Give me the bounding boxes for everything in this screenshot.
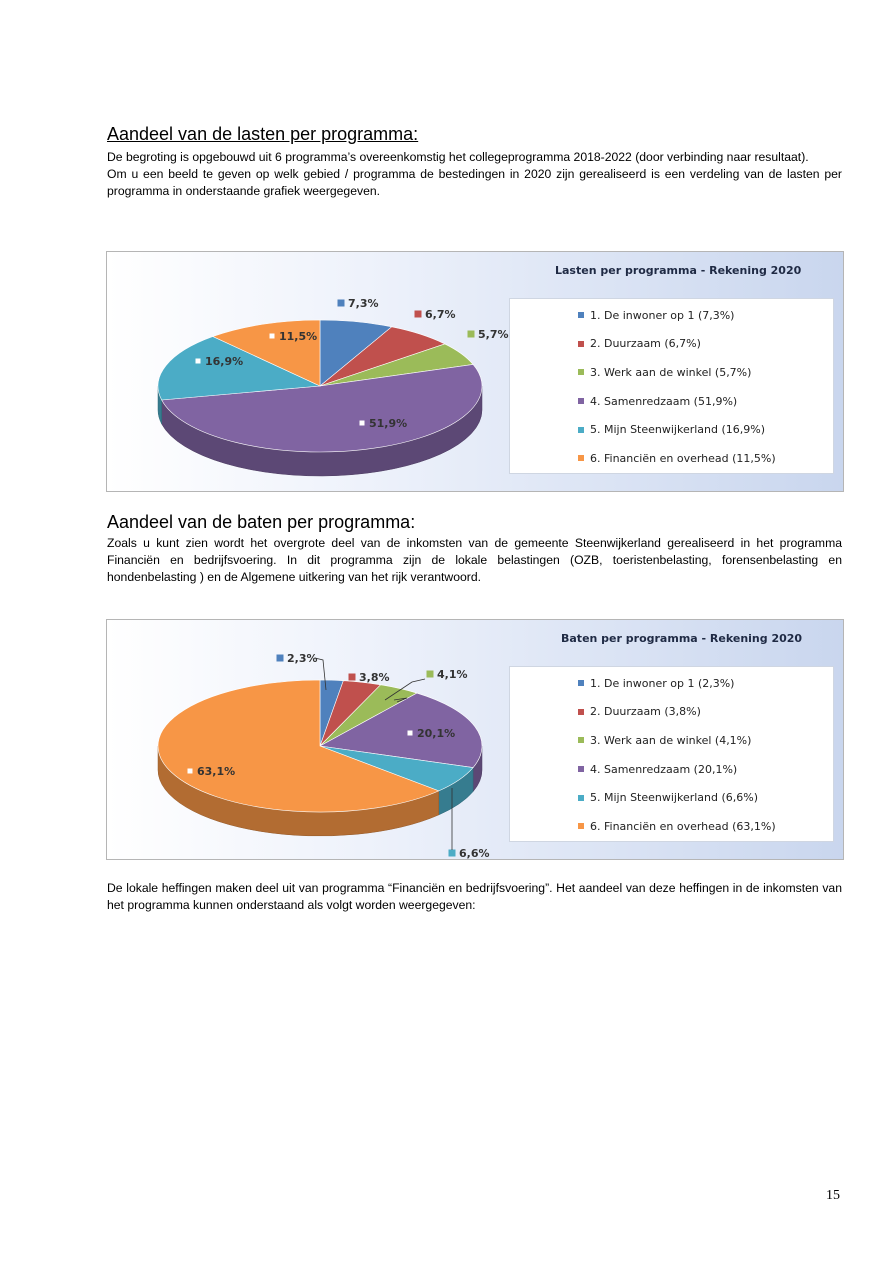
legend-swatch: [578, 709, 584, 715]
data-label: 20,1%: [417, 727, 456, 740]
data-label-marker: [187, 768, 193, 774]
data-label: 2,3%: [287, 652, 318, 665]
paragraph-lasten: [107, 149, 842, 200]
data-label-marker: [277, 655, 283, 661]
legend-item: [510, 301, 833, 330]
legend-swatch: [578, 341, 584, 347]
page-number: 15: [826, 1188, 840, 1203]
legend-item: [510, 444, 833, 473]
data-label: 4,1%: [437, 668, 468, 681]
legend-swatch: [578, 455, 584, 461]
legend-label: 1. De inwoner op 1 (2,3%): [590, 676, 735, 690]
legend-label: 2. Duurzaam (6,7%): [590, 337, 701, 351]
legend-swatch: [578, 737, 584, 743]
data-label: 51,9%: [369, 417, 408, 430]
legend-item: [510, 755, 833, 784]
legend-label: 5. Mijn Steenwijkerland (16,9%): [590, 423, 766, 437]
section-heading-baten: Aandeel van de baten per programma:: [107, 512, 416, 532]
data-label-marker: [338, 300, 344, 306]
legend-label: 2. Duurzaam (3,8%): [590, 705, 701, 719]
data-label-marker: [468, 331, 474, 337]
data-label: 6,6%: [459, 847, 490, 860]
pie-chart-lasten: [106, 251, 844, 492]
data-label-marker: [449, 850, 455, 856]
legend-label: 3. Werk aan de winkel (5,7%): [590, 365, 752, 379]
section-heading-lasten: Aandeel van de lasten per programma:: [107, 124, 419, 144]
legend-label: 4. Samenredzaam (20,1%): [590, 762, 738, 776]
chart-legend: [509, 298, 834, 474]
data-label: 11,5%: [279, 330, 318, 343]
data-label-marker: [407, 730, 413, 736]
legend-swatch: [578, 312, 584, 318]
data-label-marker: [415, 311, 421, 317]
legend-label: 3. Werk aan de winkel (4,1%): [590, 733, 752, 747]
legend-item: [510, 358, 833, 387]
legend-label: 6. Financiën en overhead (63,1%): [590, 819, 776, 833]
chart-title: Baten per programma - Rekening 2020: [561, 632, 803, 645]
legend-swatch: [578, 823, 584, 829]
legend-label: 1. De inwoner op 1 (7,3%): [590, 308, 735, 322]
legend-label: 4. Samenredzaam (51,9%): [590, 394, 738, 408]
data-label-marker: [195, 358, 201, 364]
chart-title: Lasten per programma - Rekening 2020: [555, 264, 802, 277]
legend-item: [510, 698, 833, 727]
legend-swatch: [578, 766, 584, 772]
data-label: 5,7%: [478, 328, 509, 341]
legend-label: 5. Mijn Steenwijkerland (6,6%): [590, 791, 759, 805]
legend-item: [510, 783, 833, 812]
legend-item: [510, 330, 833, 359]
legend-item: [510, 669, 833, 698]
data-label: 16,9%: [205, 355, 244, 368]
data-label: 3,8%: [359, 671, 390, 684]
data-label-marker: [269, 333, 275, 339]
legend-swatch: [578, 427, 584, 433]
data-label: 63,1%: [197, 765, 236, 778]
legend-item: [510, 387, 833, 416]
paragraph-line: De begroting is opgebouwd uit 6 programma’s overeenkomstig het collegeprogramma 2018-2022 (door verbinding naar resultaat).: [107, 150, 809, 164]
legend-swatch: [578, 680, 584, 686]
legend-swatch: [578, 795, 584, 801]
legend-item: [510, 726, 833, 755]
data-label: 7,3%: [348, 297, 379, 310]
data-label: 6,7%: [425, 308, 456, 321]
paragraph-heffingen: [107, 880, 842, 914]
paragraph-line: De lokale heffingen maken deel uit van programma “Financiën en bedrijfsvoering”. Het aandeel van deze heffingen in de inkomsten van het programma kunnen onderstaand als volgt worden weergegeven:: [107, 881, 842, 912]
legend-item: [510, 812, 833, 841]
legend-item: [510, 415, 833, 444]
pie-chart-baten: [106, 619, 844, 860]
paragraph-line: Om u een beeld te geven op welk gebied / programma de bestedingen in 2020 zijn gerealiseerd is een verdeling van de lasten per programma in onderstaande grafiek weergegeven.: [107, 167, 842, 198]
paragraph-line: Zoals u kunt zien wordt het overgrote deel van de inkomsten van de gemeente Steenwijkerland gerealiseerd in het programma Financiën en bedrijfsvoering. In dit programma zijn de lokale belastingen (OZB, toeristenbelasting, forensenbelasting en hondenbelasting ) en de Algemene uitkering van het rijk verantwoord.: [107, 536, 842, 584]
legend-label: 6. Financiën en overhead (11,5%): [590, 451, 776, 465]
legend-swatch: [578, 369, 584, 375]
paragraph-baten: [107, 535, 842, 586]
data-label-marker: [359, 420, 365, 426]
chart-legend: [509, 666, 834, 842]
data-label-marker: [349, 674, 355, 680]
legend-swatch: [578, 398, 584, 404]
data-label-marker: [427, 671, 433, 677]
